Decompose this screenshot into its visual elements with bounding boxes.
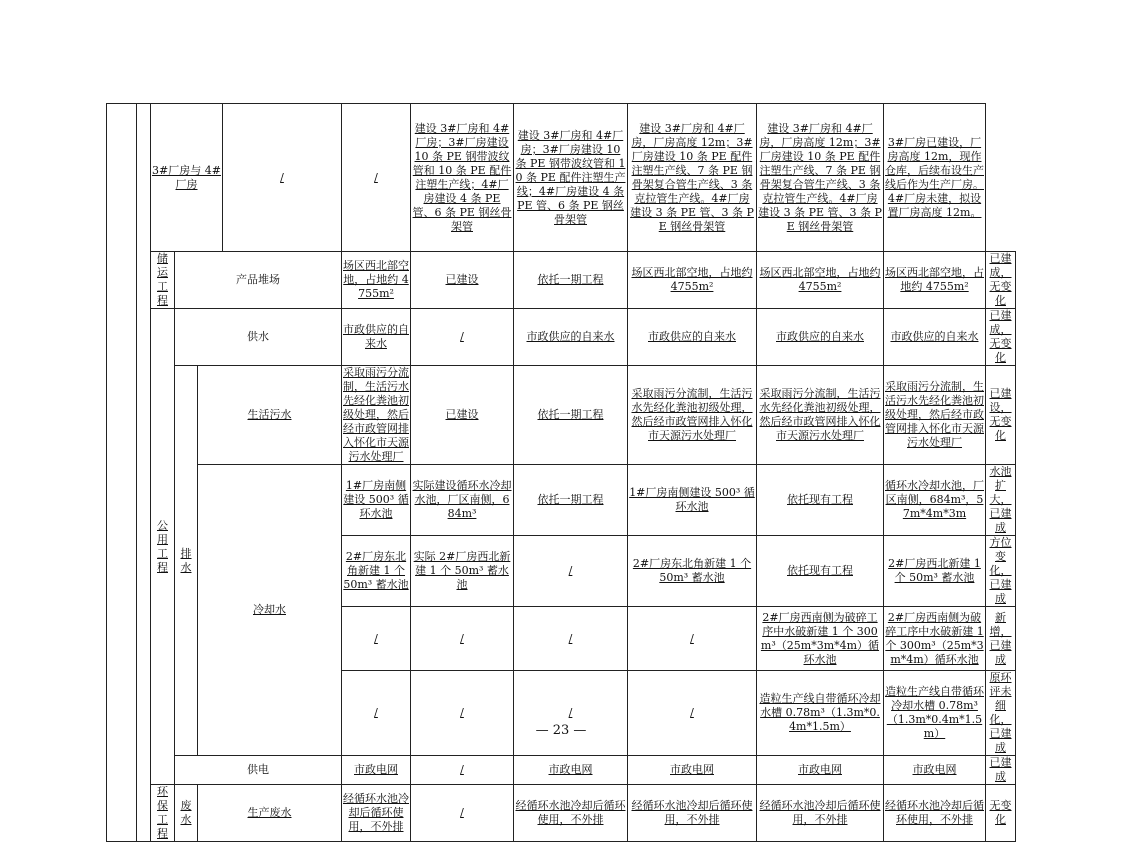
cell: 场区西北部空地，占地约 4755m² (342, 252, 411, 309)
cell: 造粒生产线自带循环冷却水槽 0.78m³（1.3m*0.4m*1.5m） (757, 671, 884, 756)
subcategory-cell: 排水 (175, 366, 198, 756)
cell: 依托一期工程 (514, 366, 628, 465)
cell: 市政供应的自来水 (757, 309, 884, 366)
cell: 实际 2#厂房西北新建 1 个 50m³ 蓄水池 (411, 536, 514, 607)
cell: 已建成，无变化 (986, 252, 1016, 309)
cell: 经循环水池冷却后循环使用，不外排 (884, 785, 986, 842)
cell: 依托一期工程 (514, 465, 628, 536)
cell: / (342, 607, 411, 671)
cell: 2#厂房东北角新建 1 个 50m³ 蓄水池 (342, 536, 411, 607)
category-cell: 公用工程 (151, 309, 175, 785)
table-row (107, 309, 1016, 366)
cell: 已建成 (986, 756, 1016, 785)
cell: 产品堆场 (175, 252, 342, 309)
cell: / (342, 104, 411, 252)
cell: 市政供应的自来水 (628, 309, 757, 366)
cell: 2#厂房西北新建 1 个 50m³ 蓄水池 (884, 536, 986, 607)
table-row (107, 104, 1016, 252)
cell: 3#厂房与 4#厂房 (151, 104, 223, 252)
cell: / (223, 104, 342, 252)
cell: 已建设 (411, 252, 514, 309)
cell: / (628, 607, 757, 671)
category-cell: 储运工程 (151, 252, 175, 309)
cell: 供水 (175, 309, 342, 366)
cell: 造粒生产线自带循环冷却水槽 0.78m³（1.3m*0.4m*1.5m） (884, 671, 986, 756)
cell: 生活污水 (198, 366, 342, 465)
category-cell: 环保工程 (151, 785, 175, 842)
cell: 经循环水池冷却后循环使用，不外排 (514, 785, 628, 842)
table-row (107, 366, 1016, 465)
cell: 建设 3#厂房和 4#厂房；3#厂房建设 10 条 PE 钢带波纹管和 10 条 PE 配件注塑生产线；4#厂房建设 4 条 PE 管、6 条 PE 钢丝骨架管 (514, 104, 628, 252)
cell: 经循环水池冷却后循环使用，不外排 (342, 785, 411, 842)
table-row (107, 756, 1016, 785)
cell: / (514, 671, 628, 756)
cell: 市政电网 (514, 756, 628, 785)
cell: 依托现有工程 (757, 465, 884, 536)
cell: / (411, 671, 514, 756)
cell: 市政电网 (342, 756, 411, 785)
cell: 采取雨污分流制，生活污水先经化粪池初级处理，然后经市政管网排入怀化市天源污水处理厂 (884, 366, 986, 465)
cell: 市政电网 (757, 756, 884, 785)
cell: / (514, 607, 628, 671)
cell: 市政电网 (628, 756, 757, 785)
cell: / (514, 536, 628, 607)
cell: 新增，已建成 (986, 607, 1016, 671)
cell: 无变化 (986, 785, 1016, 842)
cell: 2#厂房东北角新建 1 个 50m³ 蓄水池 (628, 536, 757, 607)
cell: / (411, 309, 514, 366)
cell: 依托现有工程 (757, 536, 884, 607)
cell: 场区西北部空地，占地约 4755m² (628, 252, 757, 309)
cell: 经循环水池冷却后循环使用，不外排 (628, 785, 757, 842)
cell: / (411, 607, 514, 671)
cell: 采取雨污分流制，生活污水先经化粪池初级处理，然后经市政管网排入怀化市天源污水处理厂 (343, 366, 409, 463)
cell: 市政供应的自来水 (342, 309, 411, 366)
cell: 实际建设循环水冷却水池，厂区南侧，684m³ (411, 465, 514, 536)
cell: 方位变化，已建成 (986, 536, 1016, 607)
table-row (107, 465, 1016, 536)
cell: 已建成，无变化 (986, 309, 1016, 366)
cell: 供电 (175, 756, 342, 785)
cell: / (411, 756, 514, 785)
cell: 循环水冷却水池，厂区南侧，684m³，57m*4m*3m (884, 465, 986, 536)
cell: 2#厂房西南侧为破碎工序中水破新建 1 个 300m³（25m*3m*4m）循环水池 (757, 607, 884, 671)
cell: 采取雨污分流制，生活污水先经化粪池初级处理，然后经市政管网排入怀化市天源污水处理厂 (757, 366, 884, 465)
cell: 原环评未细化，已建成 (986, 671, 1016, 756)
page-number: — 23 — (535, 723, 587, 738)
table-row (107, 252, 1016, 309)
cell: 场区西北部空地，占地约 4755m² (884, 252, 986, 309)
cell: 建设 3#厂房和 4#厂房；3#厂房建设 10 条 PE 钢带波纹管和 10 条 PE 配件注塑生产线；4#厂房建设 4 条 PE 管、6 条 PE 钢丝骨架管 (411, 104, 514, 252)
cell: 已建设 (411, 366, 514, 465)
cell: / (628, 671, 757, 756)
cell: / (411, 785, 514, 842)
cell: 3#厂房已建设，厂房高度 12m，现作仓库，后续布设生产线后作为生产厂房。4#厂房未建，拟设置厂房高度 12m。 (884, 104, 986, 252)
cell: 水池扩大，已建成 (986, 465, 1016, 536)
table-row (107, 785, 1016, 842)
cell: 依托一期工程 (514, 252, 628, 309)
cell: 市政供应的自来水 (514, 309, 628, 366)
cell: 建设 3#厂房和 4#厂房，厂房高度 12m；3#厂房建设 10 条 PE 配件注塑生产线、7 条 PE 钢骨架复合管生产线、3 条克拉管生产线。4#厂房建设 3 条 PE 管、3 条 PE 钢丝骨架管 (757, 104, 884, 252)
cell: 场区西北部空地，占地约 4755m² (757, 252, 884, 309)
subcategory-cell: 废水 (175, 785, 198, 842)
cell: 生产废水 (198, 785, 342, 842)
cell: 1#厂房南侧建设 500³ 循环水池 (628, 465, 757, 536)
cell: 冷却水 (198, 465, 342, 756)
cell: 采取雨污分流制，生活污水先经化粪池初级处理，然后经市政管网排入怀化市天源污水处理厂 (628, 366, 757, 465)
cell: 市政电网 (884, 756, 986, 785)
cell: 已建设，无变化 (986, 366, 1016, 465)
cell: 市政供应的自来水 (884, 309, 986, 366)
cell: 2#厂房西南侧为破碎工序中水破新建 1 个 300m³（25m*3m*4m）循环水池 (884, 607, 986, 671)
cell: / (342, 671, 411, 756)
cell: 建设 3#厂房和 4#厂房，厂房高度 12m；3#厂房建设 10 条 PE 配件注塑生产线、7 条 PE 钢骨架复合管生产线、3 条克拉管生产线。4#厂房建设 3 条 PE 管、3 条 PE 钢丝骨架管 (628, 104, 757, 252)
cell: 1#厂房南侧建设 500³ 循环水池 (342, 465, 411, 536)
cell: 经循环水池冷却后循环使用，不外排 (757, 785, 884, 842)
